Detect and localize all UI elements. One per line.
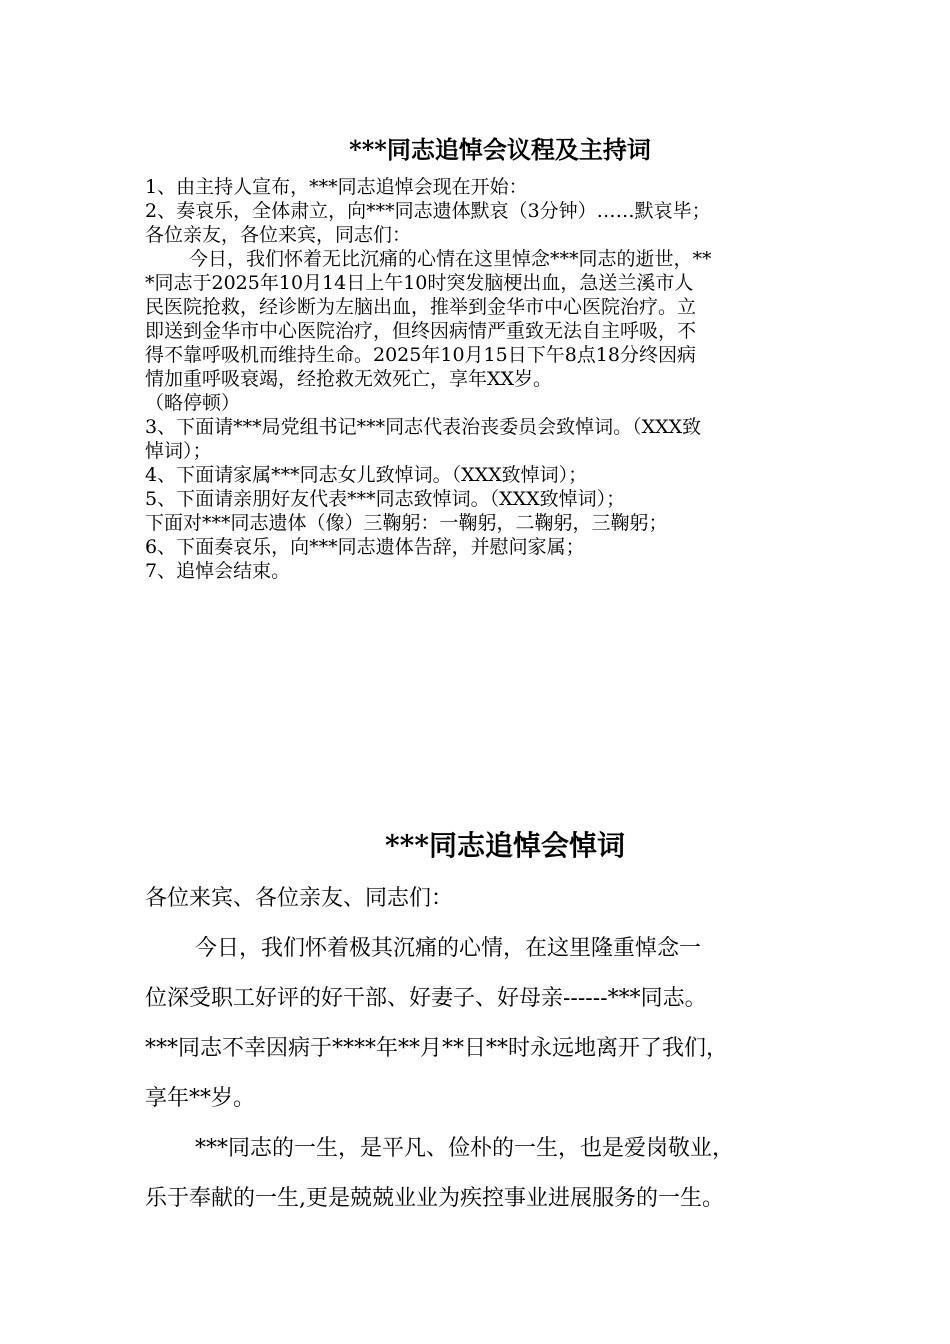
eulogy-line: 位深受职工好评的好干部、好妻子、好母亲------***同志。: [145, 986, 707, 1011]
eulogy-body: [145, 874, 835, 1224]
eulogy-line: 乐于奉献的一生,更是兢兢业业为疾控事业进展服务的一生。: [145, 1186, 724, 1211]
agenda-line: 民医院抢救，经诊断为左脑出血，推举到金华市中心医院治疗。立: [145, 296, 697, 318]
eulogy-line: ***同志的一生，是平凡、俭朴的一生，也是爱岗敬业，: [195, 1136, 735, 1161]
eulogy-line: 享年**岁。: [145, 1086, 256, 1111]
agenda-title: ***同志追悼会议程及主持词: [349, 135, 651, 164]
agenda-line: 下面对***同志遗体（像）三鞠躬：一鞠躬，二鞠躬，三鞠躬；: [145, 512, 668, 534]
eulogy-title: ***同志追悼会悼词: [385, 829, 625, 862]
agenda-line: 6、下面奏哀乐，向***同志遗体告辞，并慰问家属；: [145, 536, 585, 558]
agenda-line: 今日，我们怀着无比沉痛的心情在这里悼念***同志的逝世，**: [189, 248, 712, 270]
agenda-line: 各位亲友，各位来宾，同志们：: [145, 224, 412, 246]
agenda-line: （略停顿）: [145, 392, 241, 414]
agenda-line: *同志于2025年10月14日上午10时突发脑梗出血，急送兰溪市人: [145, 272, 694, 294]
agenda-body: [145, 175, 825, 583]
agenda-line: 5、下面请亲朋好友代表***同志致悼词。（XXX致悼词）；: [145, 488, 626, 510]
eulogy-line: 各位来宾、各位亲友、同志们：: [145, 886, 454, 911]
agenda-line: 2、奏哀乐，全体肃立，向***同志遗体默哀（3分钟）……默哀毕；: [145, 200, 711, 222]
agenda-line: 悼词）；: [145, 440, 212, 462]
agenda-line: 3、下面请***局党组书记***同志代表治丧委员会致悼词。（XXX致: [145, 416, 702, 438]
agenda-line: 7、追悼会结束。: [145, 560, 291, 582]
agenda-section: [145, 133, 825, 583]
agenda-line: 情加重呼吸衰竭，经抢救无效死亡，享年XX岁。: [145, 368, 553, 390]
eulogy-line: 今日，我们怀着极其沉痛的心情，在这里隆重悼念一: [195, 936, 702, 961]
eulogy-line: ***同志不幸因病于****年**月**日**时永远地离开了我们，: [145, 1036, 729, 1061]
eulogy-section: [145, 826, 835, 1224]
agenda-line: 4、下面请家属***同志女儿致悼词。（XXX致悼词）；: [145, 464, 588, 486]
agenda-line: 得不靠呼吸机而维持生命。2025年10月15日下午8点18分终因病: [145, 344, 696, 366]
agenda-line: 1、由主持人宣布，***同志追悼会现在开始：: [145, 176, 528, 198]
agenda-line: 即送到金华市中心医院治疗，但终因病情严重致无法自主呼吸，不: [145, 320, 697, 342]
